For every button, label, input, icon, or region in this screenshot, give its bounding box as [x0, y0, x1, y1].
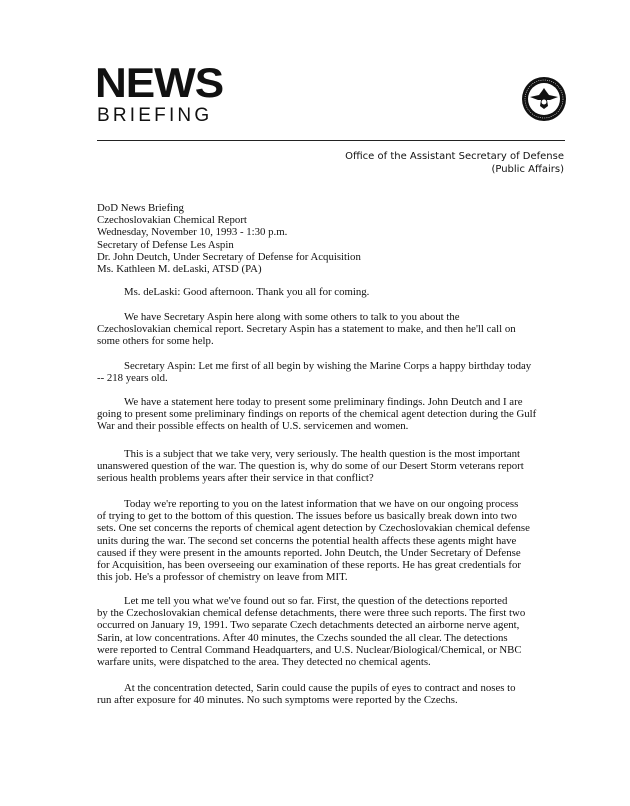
dod-seal-icon	[521, 76, 567, 122]
briefing-logo: BRIEFING	[97, 105, 213, 126]
paragraph-line: serious health problems years after their service in that conflict?	[97, 472, 374, 485]
header-line: DoD News Briefing	[97, 202, 184, 214]
paragraph-line: Let me tell you what we've found out so far. First, the question of the detections reported	[124, 595, 508, 607]
paragraph-line: of trying to get to the bottom of this question. The issues before us basically break down into two	[97, 510, 517, 523]
paragraph-line: Secretary Aspin: Let me first of all begin by wishing the Marine Corps a happy birthday today	[124, 360, 532, 372]
paragraph	[97, 311, 516, 348]
paragraph	[97, 498, 530, 583]
paragraph-line: sets. One set concerns the reports of chemical agent detection by Czechoslovakian chemical defense	[97, 522, 530, 535]
paragraph-line: We have a statement here today to present some preliminary findings. John Deutch and I are	[124, 396, 523, 408]
header-line: Wednesday, November 10, 1993 - 1:30 p.m.	[97, 226, 288, 239]
paragraph-line: caused if they were present in the amounts reported. John Deutch, the Under Secretary of Defense	[97, 546, 521, 559]
paragraph-line: going to present some preliminary findings on reports of the chemical agent detection during the Gulf	[97, 408, 537, 421]
briefing-header	[97, 202, 361, 275]
paragraph-line: units during the war. The second set concerns the potential health affects these agents might have	[97, 534, 517, 547]
paragraph-line: At the concentration detected, Sarin could cause the pupils of eyes to contract and noses to	[124, 682, 516, 694]
paragraph	[97, 360, 531, 384]
paragraph-line: This is a subject that we take very, very seriously. The health question is the most important	[124, 448, 520, 460]
paragraph-line: this job. He's a professor of chemistry on leave from MIT.	[97, 571, 348, 584]
header-line: Secretary of Defense Les Aspin	[97, 238, 234, 251]
paragraph	[97, 448, 524, 485]
header-line: Ms. Kathleen M. deLaski, ATSD (PA)	[97, 262, 262, 275]
paragraph-line: warfare units, were dispatched to the area. They detected no chemical agents.	[97, 655, 431, 668]
paragraph-line: We have Secretary Aspin here along with some others to talk to you about the	[124, 311, 460, 323]
paragraph-line: occurred on January 19, 1991. Two separate Czech detachments detected an airborne nerve agent,	[97, 619, 520, 632]
office-attribution	[345, 150, 564, 176]
header-rule	[97, 140, 565, 141]
news-logo: NEWS	[95, 59, 224, 106]
paragraph-line: Today we're reporting to you on the latest information that we have on our ongoing process	[124, 498, 519, 510]
paragraph-line: some others for some help.	[97, 335, 214, 348]
paragraph-line: Czechoslovakian chemical report. Secretary Aspin has a statement to make, and then he'll call on	[97, 323, 516, 336]
paragraph-line: by the Czechoslovakian chemical defense detachments, there were three such reports. The first two	[97, 607, 526, 620]
paragraph-line: unanswered question of the war. The question is, why do some of our Desert Storm veterans report	[97, 460, 524, 473]
office-line: Office of the Assistant Secretary of Defense	[345, 151, 564, 162]
office-subline: (Public Affairs)	[491, 164, 564, 175]
paragraph-line: War and their possible effects on health of U.S. servicemen and women.	[97, 420, 409, 433]
header-line: Dr. John Deutch, Under Secretary of Defense for Acquisition	[97, 250, 361, 263]
paragraph-line: -- 218 years old.	[97, 372, 168, 385]
paragraph-line: for Acquisition, has been overseeing our examination of these reports. He has great credentials for	[97, 558, 521, 571]
paragraph	[97, 286, 369, 298]
paragraph	[97, 595, 525, 668]
paragraph-line: run after exposure for 40 minutes. No such symptoms were reported by the Czechs.	[97, 694, 458, 707]
paragraph-line: were reported to Central Command Headquarters, and U.S. Nuclear/Biological/Chemical, or NBC	[97, 643, 522, 656]
paragraph-line: Ms. deLaski: Good afternoon. Thank you all for coming.	[124, 286, 370, 298]
header-line: Czechoslovakian Chemical Report	[97, 214, 247, 227]
paragraph-line: Sarin, at low concentrations. After 40 minutes, the Czechs sounded the all clear. The detections	[97, 631, 508, 644]
paragraph	[97, 682, 516, 706]
paragraph	[97, 396, 536, 433]
